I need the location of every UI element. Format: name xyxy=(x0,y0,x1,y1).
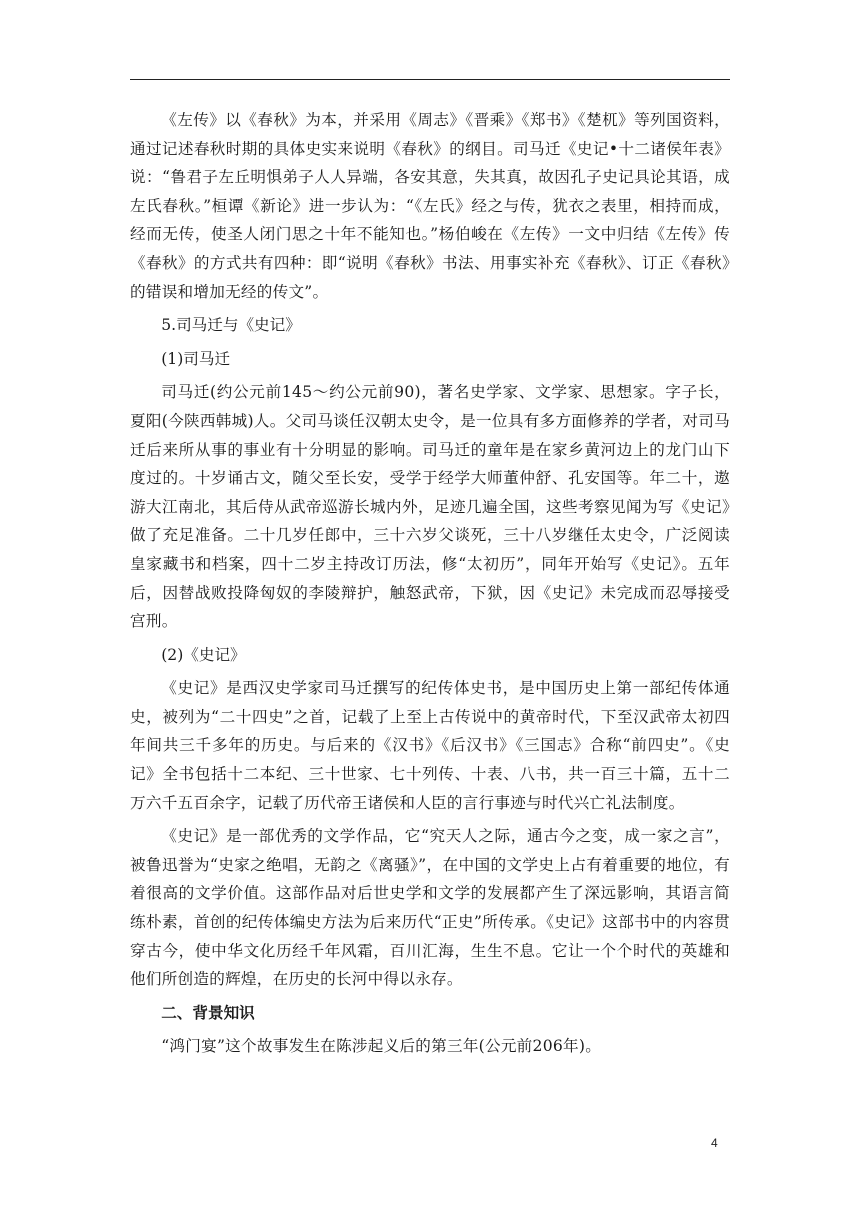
paragraph-simaqian-bio: 司马迁(约公元前145～约公元前90)，著名史学家、文学家、思想家。字子长，夏阳(今陕西韩城)人。父司马谈任汉朝太史令，是一位具有多方面修养的学者，对司马迁后来所从事的事业有十分明显的影响。司马迁的童年是在家乡黄河边上的龙门山下度过的。十岁诵古文，随父至长安，受学于经学大师董仲舒、孔安国等。年二十，遨游大江南北，其后侍从武帝巡游长城内外，足迹几遍全国，这些考察见闻为写《史记》做了充足准备。二十几岁任郎中，三十六岁父谈死，三十八岁继任太史令，广泛阅读皇家藏书和档案，四十二岁主持改订历法，修“太初历”，同年开始写《史记》。五年后，因替战败投降匈奴的李陵辩护，触怒武帝，下狱，因《史记》未完成而忍辱接受宫刑。 xyxy=(130,383,730,631)
header-rule xyxy=(130,79,730,80)
section-heading-background: 二、背景知识 xyxy=(161,1002,255,1022)
paragraph-zuozhuan-chunqiu: 《左传》以《春秋》为本，并采用《周志》《晋乘》《郑书》《楚杌》等列国资料，通过记述春秋时期的具体史实来说明《春秋》的纲目。司马迁《史记•十二诸侯年表》说：“鲁君子左丘明惧弟子人人异端，各安其意，失其真，故因孔子史记具论其语，成左氏春秋。”桓谭《新论》进一步认为：“《左氏》经之与传，犹衣之表里，相持而成，经而无传，使圣人闭门思之十年不能知也。”杨伯峻在《左传》一文中归结《左传》传《春秋》的方式共有四种：即“说明《春秋》书法、用事实补充《春秋》、订正《春秋》的错误和增加无经的传文”。 xyxy=(130,111,730,301)
paragraph-shiji-literary-value: 《史记》是一部优秀的文学作品，它“究天人之际，通古今之变，成一家之言”，被鲁迅誉为“史家之绝唱，无韵之《离骚》”，在中国的文学史上占有着重要的地位，有着很高的文学价值。这部作品对后世史学和文学的发展都产生了深远影响，其语言简练朴素，首创的纪传体编史方法为后来历代“正史”所传承。《史记》这部书中的内容贯穿古今，使中华文化历经千年风霜，百川汇海，生生不息。它让一个个时代的英雄和他们所创造的辉煌，在历史的长河中得以永存。 xyxy=(130,827,730,989)
subheading-shiji: (2)《史记》 xyxy=(161,645,246,664)
section-heading-simaqian-shiji: 5.司马迁与《史记》 xyxy=(161,316,301,335)
page-number: 4 xyxy=(711,1136,718,1150)
document-body xyxy=(130,106,730,1061)
paragraph-shiji-overview: 《史记》是西汉史学家司马迁撰写的纪传体史书，是中国历史上第一部纪传体通史，被列为“二十四史”之首，记载了上至上古传说中的黄帝时代，下至汉武帝太初四年间共三千多年的历史。与后来的《汉书》《后汉书》《三国志》合称“前四史”。《史记》全书包括十二本纪、三十世家、七十列传、十表、八书，共一百三十篇，五十二万六千五百余字，记载了历代帝王诸侯和人臣的言行事迹与时代兴亡礼法制度。 xyxy=(130,679,730,812)
paragraph-hongmen-banquet: “鸿门宴”这个故事发生在陈涉起义后的第三年(公元前206年)。 xyxy=(161,1037,602,1056)
subheading-simaqian: (1)司马迁 xyxy=(161,349,231,368)
